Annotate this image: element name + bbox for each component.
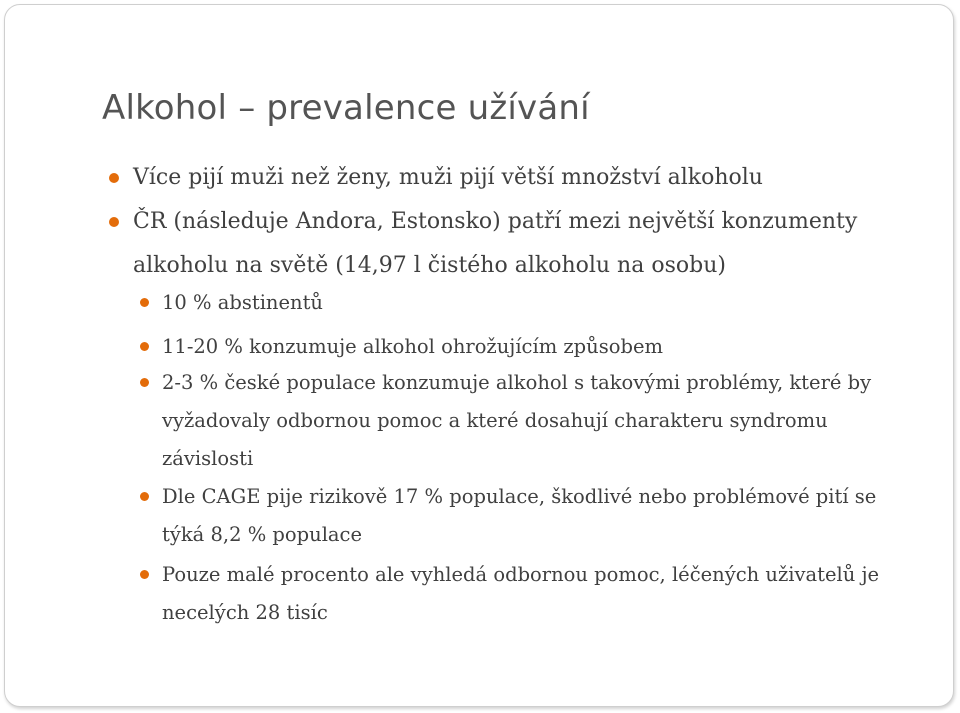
bullet-dot-icon [140,570,149,579]
bullet-dot-icon [140,492,149,501]
bullet-dot-icon [140,378,149,387]
bullet-item-1 [133,156,923,200]
sub-bullet-item-1 [162,284,922,322]
bullet-dot-icon [109,217,119,227]
sub-bullet-item-5 [162,556,922,632]
bullet-dot-icon [140,342,149,351]
bullet-text: 10 % abstinentů [162,291,323,314]
bullet-dot-icon [109,173,119,183]
bullet-text: 11-20 % konzumuje alkohol ohrožujícím způsobem [162,335,663,358]
bullet-text: 2-3 % české populace konzumuje alkohol s takovými problémy, které by vyžadovaly odbornou pomoc a které dosahují charakteru syndromu závislosti [162,371,872,470]
bullet-item-2 [133,200,923,288]
bullet-text: Dle CAGE pije rizikově 17 % populace, škodlivé nebo problémové pití se týká 8,2 % populace [162,485,877,546]
sub-bullet-item-4 [162,478,922,554]
bullet-text: Pouze malé procento ale vyhledá odbornou pomoc, léčených uživatelů je necelých 28 tisíc [162,563,880,624]
sub-bullet-item-2 [162,328,922,366]
bullet-dot-icon [140,298,149,307]
bullet-text: Více pijí muži než ženy, muži pijí větší množství alkoholu [133,165,763,190]
slide-title: Alkohol – prevalence užívání [102,88,590,128]
bullet-text: ČR (následuje Andora, Estonsko) patří mezi největší konzumenty alkoholu na světě (14,97 l čistého alkoholu na osobu) [133,209,858,278]
sub-bullet-item-3 [162,364,922,478]
